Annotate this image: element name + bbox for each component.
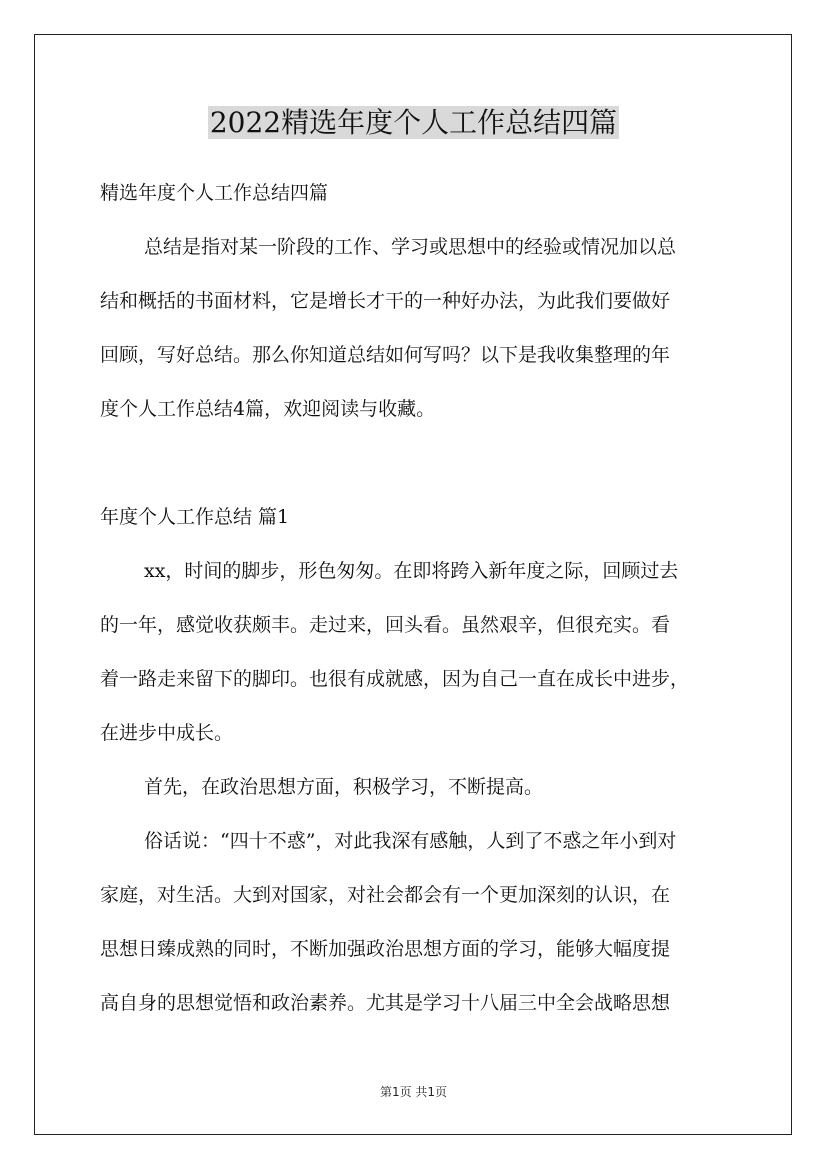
document-title-text: 2022精选年度个人工作总结四篇 (209, 106, 618, 139)
paragraph-line: 结和概括的书面材料，它是增长才干的一种好办法，为此我们要做好 (100, 290, 671, 312)
paragraph-line: 的一年，感觉收获颇丰。走过来，回头看。虽然艰辛，但很充实。看 (100, 614, 671, 636)
page-footer: 第1页 共1页 (379, 1085, 448, 1099)
paragraph-line: 回顾，写好总结。那么你知道总结如何写吗？以下是我收集整理的年 (100, 344, 671, 366)
paragraph-line: xx，时间的脚步，形色匆匆。在即将跨入新年度之际，回顾过去 (144, 560, 679, 582)
paragraph-line: 高自身的思想觉悟和政治素养。尤其是学习十八届三中全会战略思想 (100, 992, 671, 1014)
paragraph-line: 度个人工作总结4篇，欢迎阅读与收藏。 (100, 398, 436, 420)
paragraph-line: 思想日臻成熟的同时，不断加强政治思想方面的学习，能够大幅度提 (100, 938, 671, 960)
document-body (100, 172, 740, 1036)
paragraph-gap (100, 442, 740, 496)
paragraph-line: 着一路走来留下的脚印。也很有成就感，因为自己一直在成长中进步， (100, 668, 690, 690)
paragraph-line: 俗话说：“四十不惑”，对此我深有感触，人到了不惑之年小到对 (144, 830, 677, 852)
section-heading: 年度个人工作总结 篇1 (100, 506, 290, 528)
paragraph-line: 总结是指对某一阶段的工作、学习或思想中的经验或情况加以总 (144, 236, 677, 258)
subtitle-line: 精选年度个人工作总结四篇 (100, 182, 329, 204)
document-title (0, 103, 827, 143)
paragraph-line: 首先，在政治思想方面，积极学习，不断提高。 (144, 776, 544, 798)
paragraph-line: 家庭，对生活。大到对国家，对社会都会有一个更加深刻的认识，在 (100, 884, 671, 906)
paragraph-line: 在进步中成长。 (100, 722, 234, 744)
